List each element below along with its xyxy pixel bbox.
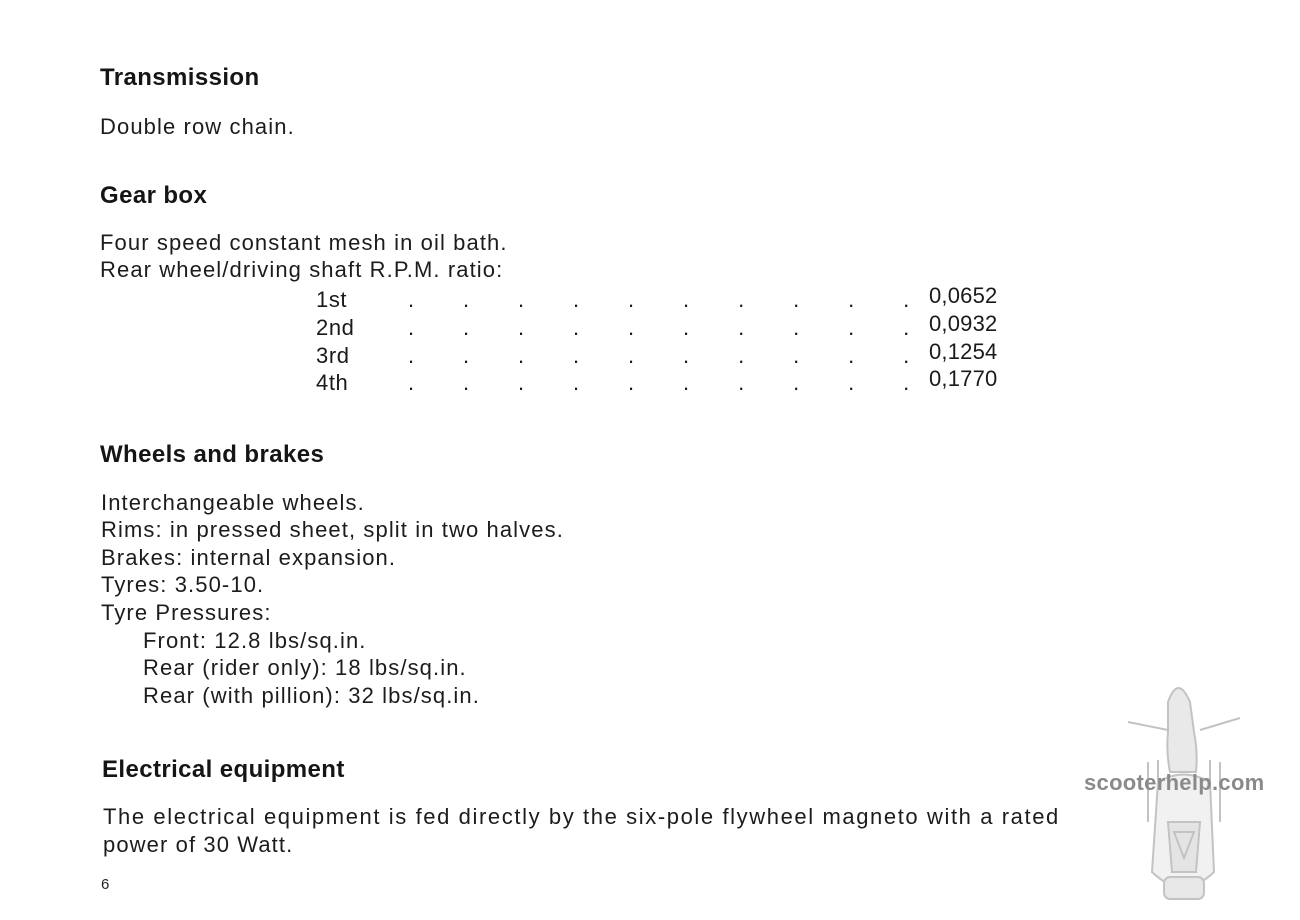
leader-dots: . . . . . . . . . .: [408, 315, 910, 340]
gearbox-line-2: Rear wheel/driving shaft R.P.M. ratio:: [100, 257, 504, 282]
page-number: 6: [101, 876, 110, 893]
tyre-pressure-line: Rear (with pillion): 32 lbs/sq.in.: [143, 683, 480, 708]
tyre-pressure-line: Rear (rider only): 18 lbs/sq.in.: [143, 655, 467, 680]
wheels-line: Tyres: 3.50-10.: [101, 572, 265, 597]
wheels-line: Brakes: internal expansion.: [101, 545, 397, 570]
tyre-pressure-line: Front: 12.8 lbs/sq.in.: [143, 628, 367, 653]
leader-dots: . . . . . . . . . .: [408, 370, 910, 395]
gear-label: 3rd: [316, 343, 350, 368]
gear-label: 2nd: [316, 315, 355, 340]
wheels-line: Rims: in pressed sheet, split in two halves.: [101, 517, 564, 542]
gear-ratio-value: 0,0932: [929, 311, 998, 336]
gear-ratio-row: [316, 339, 1016, 369]
electrical-heading: Electrical equipment: [102, 756, 345, 783]
gearbox-line-1: Four speed constant mesh in oil bath.: [100, 230, 508, 255]
gear-ratio-row: [316, 311, 1016, 341]
electrical-line-2: power of 30 Watt.: [103, 832, 294, 857]
wheels-brakes-heading: Wheels and brakes: [100, 441, 325, 468]
watermark-text: scooterhelp.com: [1084, 770, 1265, 795]
wheels-line: Tyre Pressures:: [101, 600, 272, 625]
gear-label: 4th: [316, 370, 349, 395]
gear-ratio-value: 0,0652: [929, 283, 998, 308]
gear-ratio-row: [316, 283, 1016, 313]
gearbox-heading: Gear box: [100, 182, 208, 209]
electrical-line-1: The electrical equipment is fed directly by the six-pole flywheel magneto with a rated: [103, 804, 1060, 829]
gear-ratio-row: [316, 366, 1016, 396]
leader-dots: . . . . . . . . . .: [408, 343, 910, 368]
gear-label: 1st: [316, 287, 348, 312]
transmission-heading: Transmission: [100, 64, 260, 91]
gear-ratio-value: 0,1770: [929, 366, 998, 391]
gear-ratio-value: 0,1254: [929, 339, 998, 364]
transmission-text: Double row chain.: [100, 114, 295, 139]
wheels-line: Interchangeable wheels.: [101, 490, 365, 515]
leader-dots: . . . . . . . . . .: [408, 287, 910, 312]
